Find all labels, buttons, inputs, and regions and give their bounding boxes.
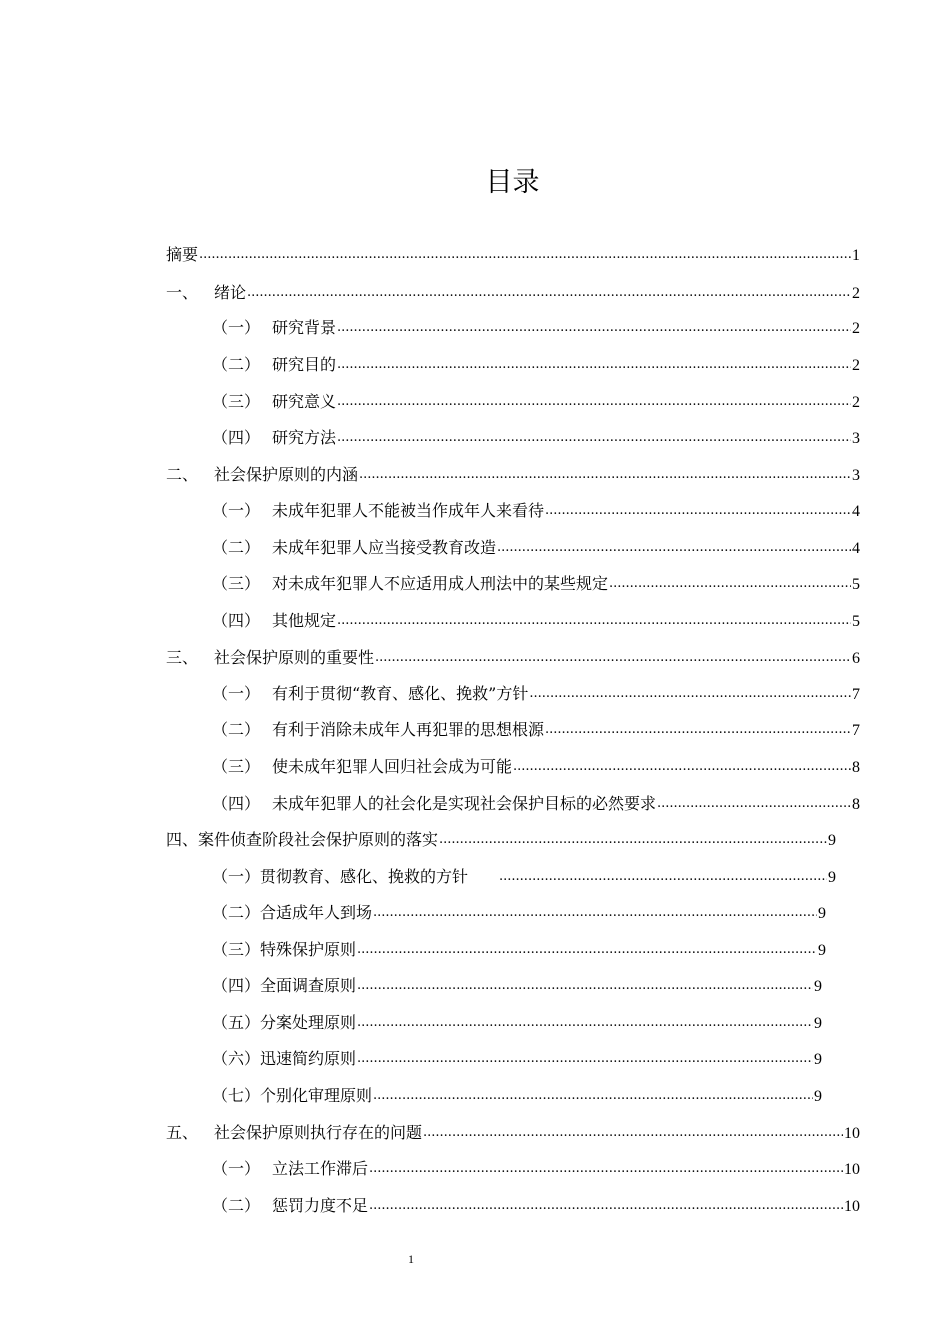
toc-entry-page: 9 bbox=[814, 1015, 822, 1032]
toc-entry-label: （四）全面调查原则 bbox=[212, 976, 357, 995]
toc-entry-label: 研究方法 bbox=[272, 428, 337, 447]
toc-entry-label: （五）分案处理原则 bbox=[212, 1013, 357, 1032]
dot-leader bbox=[369, 1156, 843, 1174]
toc-entry-number: （二） bbox=[212, 538, 261, 557]
toc-entry-label: 未成年犯罪人不能被当作成年人来看待 bbox=[272, 501, 545, 520]
toc-entry-page: 4 bbox=[852, 503, 860, 520]
page-number: 1 bbox=[408, 1252, 414, 1266]
toc-entry-number: （四） bbox=[212, 794, 261, 813]
toc-entry-label: 其他规定 bbox=[272, 611, 337, 630]
toc-entry-page: 1 bbox=[852, 247, 860, 264]
dot-leader bbox=[247, 280, 851, 298]
dot-leader bbox=[545, 717, 851, 735]
toc-entry-section[interactable] bbox=[212, 973, 822, 997]
toc-entry-label: （一）贯彻教育、感化、挽救的方针 bbox=[212, 867, 485, 886]
toc-entry-label: 有利于贯彻“教育、感化、挽救”方针 bbox=[272, 684, 529, 703]
toc-entry-page: 9 bbox=[814, 978, 822, 995]
dot-leader bbox=[439, 827, 827, 845]
toc-entry-chapter-3[interactable] bbox=[166, 645, 860, 669]
toc-entry-page: 9 bbox=[814, 1051, 822, 1068]
toc-entry-page: 10 bbox=[844, 1125, 860, 1142]
toc-entry-section[interactable] bbox=[212, 1156, 860, 1180]
toc-entry-page: 3 bbox=[852, 430, 860, 447]
toc-entry-page: 2 bbox=[852, 285, 860, 302]
toc-entry-number: 二、 bbox=[166, 465, 199, 484]
toc-entry-number: （三） bbox=[212, 574, 261, 593]
dot-leader bbox=[357, 1046, 813, 1064]
dot-leader bbox=[423, 1120, 843, 1138]
dot-leader bbox=[373, 1083, 813, 1101]
toc-entry-section[interactable] bbox=[212, 717, 860, 741]
dot-leader bbox=[199, 242, 851, 260]
toc-entry-number: （一） bbox=[212, 684, 261, 703]
dot-leader bbox=[337, 315, 851, 333]
toc-entry-section[interactable] bbox=[212, 608, 860, 632]
toc-entry-abstract[interactable] bbox=[166, 242, 860, 266]
toc-entry-page: 4 bbox=[852, 540, 860, 557]
toc-entry-page: 9 bbox=[828, 869, 836, 886]
dot-leader bbox=[545, 498, 851, 516]
dot-leader bbox=[337, 425, 851, 443]
dot-leader bbox=[499, 864, 827, 882]
dot-leader bbox=[373, 900, 817, 918]
dot-leader bbox=[375, 645, 851, 663]
toc-entry-chapter-2[interactable] bbox=[166, 462, 860, 486]
toc-entry-section[interactable] bbox=[212, 900, 826, 924]
toc-entry-section[interactable] bbox=[212, 425, 860, 449]
toc-entry-page: 9 bbox=[828, 832, 836, 849]
toc-entry-label: 社会保护原则执行存在的问题 bbox=[214, 1123, 423, 1142]
toc-entry-number: 三、 bbox=[166, 648, 199, 667]
dot-leader bbox=[657, 791, 851, 809]
toc-entry-section[interactable] bbox=[212, 571, 860, 595]
dot-leader bbox=[337, 608, 851, 626]
toc-entry-section[interactable] bbox=[212, 791, 860, 815]
toc-entry-section[interactable] bbox=[212, 352, 860, 376]
toc-entry-page: 9 bbox=[814, 1088, 822, 1105]
toc-entry-label: 社会保护原则的内涵 bbox=[214, 465, 359, 484]
toc-entry-label: （六）迅速简约原则 bbox=[212, 1049, 357, 1068]
toc-entry-page: 8 bbox=[852, 796, 860, 813]
toc-entry-label: （三）特殊保护原则 bbox=[212, 940, 357, 959]
toc-entry-label: 研究意义 bbox=[272, 392, 337, 411]
dot-leader bbox=[357, 937, 817, 955]
toc-entry-label: 绪论 bbox=[214, 283, 247, 302]
toc-entry-page: 3 bbox=[852, 467, 860, 484]
toc-entry-label: （二）合适成年人到场 bbox=[212, 903, 373, 922]
toc-entry-section[interactable] bbox=[212, 498, 860, 522]
toc-entry-number: （一） bbox=[212, 501, 261, 520]
toc-entry-label: 惩罚力度不足 bbox=[272, 1196, 369, 1215]
toc-entry-number: 五、 bbox=[166, 1123, 199, 1142]
toc-entry-page: 7 bbox=[852, 686, 860, 703]
toc-entry-label: 对未成年犯罪人不应适用成人刑法中的某些规定 bbox=[272, 574, 609, 593]
dot-leader bbox=[337, 352, 851, 370]
dot-leader bbox=[357, 1010, 813, 1028]
toc-entry-label: 有利于消除未成年人再犯罪的思想根源 bbox=[272, 720, 545, 739]
toc-entry-section[interactable] bbox=[212, 681, 860, 705]
toc-entry-label: 未成年犯罪人的社会化是实现社会保护目标的必然要求 bbox=[272, 794, 657, 813]
toc-entry-section[interactable] bbox=[212, 864, 836, 888]
dot-leader bbox=[497, 535, 851, 553]
toc-entry-section[interactable] bbox=[212, 315, 860, 339]
toc-entry-section[interactable] bbox=[212, 1193, 860, 1217]
dot-leader bbox=[529, 681, 851, 699]
toc-entry-label: 四、案件侦查阶段社会保护原则的落实 bbox=[166, 830, 439, 849]
toc-entry-number: （三） bbox=[212, 392, 261, 411]
toc-entry-section[interactable] bbox=[212, 937, 826, 961]
toc-entry-page: 2 bbox=[852, 394, 860, 411]
toc-entry-number: （四） bbox=[212, 611, 261, 630]
toc-entry-page: 9 bbox=[818, 905, 826, 922]
toc-entry-number: （三） bbox=[212, 757, 261, 776]
toc-entry-page: 2 bbox=[852, 357, 860, 374]
toc-entry-page: 5 bbox=[852, 613, 860, 630]
toc-entry-section[interactable] bbox=[212, 1083, 822, 1107]
toc-entry-number: 一、 bbox=[166, 283, 199, 302]
toc-entry-number: （二） bbox=[212, 355, 261, 374]
toc-entry-label: 社会保护原则的重要性 bbox=[214, 648, 375, 667]
toc-entry-section[interactable] bbox=[212, 754, 860, 778]
toc-entry-number: （二） bbox=[212, 1196, 261, 1215]
toc-entry-label: 研究背景 bbox=[272, 318, 337, 337]
dot-leader bbox=[513, 754, 851, 772]
toc-entry-number: （四） bbox=[212, 428, 261, 447]
toc-entry-page: 2 bbox=[852, 320, 860, 337]
toc-entry-label: 使未成年犯罪人回归社会成为可能 bbox=[272, 757, 513, 776]
dot-leader bbox=[357, 973, 813, 991]
dot-leader bbox=[359, 462, 851, 480]
toc-entry-page: 7 bbox=[852, 722, 860, 739]
toc-entry-label: 立法工作滞后 bbox=[272, 1159, 369, 1178]
toc-entry-label: （七）个别化审理原则 bbox=[212, 1086, 373, 1105]
toc-title: 目录 bbox=[485, 167, 540, 198]
toc-entry-number: （二） bbox=[212, 720, 261, 739]
toc-entry-label: 研究目的 bbox=[272, 355, 337, 374]
toc-entry-chapter-4[interactable] bbox=[166, 827, 836, 851]
dot-leader bbox=[609, 571, 851, 589]
toc-entry-page: 8 bbox=[852, 759, 860, 776]
toc-entry-section[interactable] bbox=[212, 1046, 822, 1070]
toc-entry-label: 摘要 bbox=[166, 245, 199, 264]
toc-entry-section[interactable] bbox=[212, 535, 860, 559]
toc-entry-number: （一） bbox=[212, 318, 261, 337]
toc-entry-page: 9 bbox=[818, 942, 826, 959]
toc-entry-section[interactable] bbox=[212, 389, 860, 413]
toc-entry-section[interactable] bbox=[212, 1010, 822, 1034]
toc-entry-page: 5 bbox=[852, 576, 860, 593]
dot-leader bbox=[337, 389, 851, 407]
toc-entry-chapter-1[interactable] bbox=[166, 280, 860, 304]
toc-entry-chapter-5[interactable] bbox=[166, 1120, 860, 1144]
toc-entry-page: 10 bbox=[844, 1198, 860, 1215]
dot-leader bbox=[369, 1193, 843, 1211]
toc-entry-label: 未成年犯罪人应当接受教育改造 bbox=[272, 538, 497, 557]
toc-entry-page: 10 bbox=[844, 1161, 860, 1178]
toc-entry-number: （一） bbox=[212, 1159, 261, 1178]
toc-entry-page: 6 bbox=[852, 650, 860, 667]
